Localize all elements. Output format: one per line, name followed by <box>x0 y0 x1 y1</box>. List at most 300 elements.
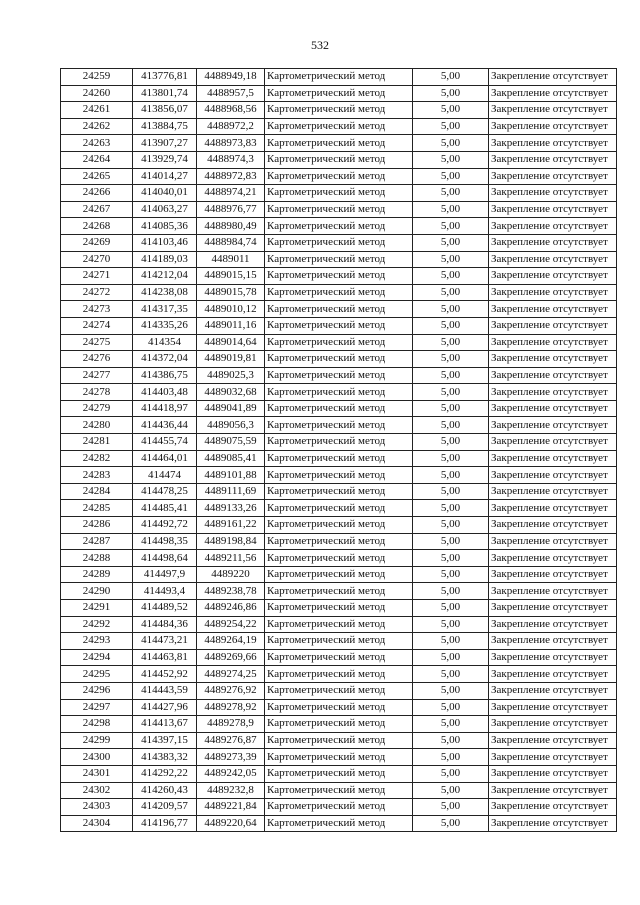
point-number-cell: 24291 <box>61 600 133 617</box>
table-row <box>61 317 617 334</box>
x-coordinate-cell: 414463,81 <box>133 649 197 666</box>
accuracy-cell: 5,00 <box>413 251 489 268</box>
table-row <box>61 367 617 384</box>
fixation-cell: Закрепление отсутствует <box>489 102 617 119</box>
y-coordinate-cell: 4489220 <box>197 566 265 583</box>
y-coordinate-cell: 4489015,15 <box>197 268 265 285</box>
method-cell: Картометрический метод <box>265 135 413 152</box>
table-row <box>61 517 617 534</box>
y-coordinate-cell: 4488972,2 <box>197 118 265 135</box>
method-cell: Картометрический метод <box>265 583 413 600</box>
accuracy-cell: 5,00 <box>413 699 489 716</box>
fixation-cell: Закрепление отсутствует <box>489 765 617 782</box>
method-cell: Картометрический метод <box>265 351 413 368</box>
table-row <box>61 69 617 86</box>
y-coordinate-cell: 4489269,66 <box>197 649 265 666</box>
y-coordinate-cell: 4488957,5 <box>197 85 265 102</box>
table-row <box>61 417 617 434</box>
y-coordinate-cell: 4489278,92 <box>197 699 265 716</box>
fixation-cell: Закрепление отсутствует <box>489 251 617 268</box>
fixation-cell: Закрепление отсутствует <box>489 85 617 102</box>
fixation-cell: Закрепление отсутствует <box>489 317 617 334</box>
point-number-cell: 24281 <box>61 434 133 451</box>
x-coordinate-cell: 414485,41 <box>133 500 197 517</box>
y-coordinate-cell: 4489221,84 <box>197 799 265 816</box>
x-coordinate-cell: 414427,96 <box>133 699 197 716</box>
fixation-cell: Закрепление отсутствует <box>489 517 617 534</box>
y-coordinate-cell: 4489274,25 <box>197 666 265 683</box>
accuracy-cell: 5,00 <box>413 716 489 733</box>
fixation-cell: Закрепление отсутствует <box>489 69 617 86</box>
method-cell: Картометрический метод <box>265 467 413 484</box>
accuracy-cell: 5,00 <box>413 102 489 119</box>
x-coordinate-cell: 414418,97 <box>133 400 197 417</box>
x-coordinate-cell: 414063,27 <box>133 201 197 218</box>
y-coordinate-cell: 4489010,12 <box>197 301 265 318</box>
point-number-cell: 24262 <box>61 118 133 135</box>
y-coordinate-cell: 4489133,26 <box>197 500 265 517</box>
method-cell: Картометрический метод <box>265 716 413 733</box>
point-number-cell: 24265 <box>61 168 133 185</box>
fixation-cell: Закрепление отсутствует <box>489 118 617 135</box>
table-row <box>61 384 617 401</box>
point-number-cell: 24296 <box>61 682 133 699</box>
point-number-cell: 24279 <box>61 400 133 417</box>
accuracy-cell: 5,00 <box>413 749 489 766</box>
fixation-cell: Закрепление отсутствует <box>489 367 617 384</box>
table-row <box>61 151 617 168</box>
method-cell: Картометрический метод <box>265 633 413 650</box>
table-row <box>61 815 617 832</box>
x-coordinate-cell: 414497,9 <box>133 566 197 583</box>
x-coordinate-cell: 414335,26 <box>133 317 197 334</box>
point-number-cell: 24260 <box>61 85 133 102</box>
fixation-cell: Закрепление отсутствует <box>489 284 617 301</box>
method-cell: Картометрический метод <box>265 234 413 251</box>
y-coordinate-cell: 4488949,18 <box>197 69 265 86</box>
fixation-cell: Закрепление отсутствует <box>489 135 617 152</box>
method-cell: Картометрический метод <box>265 118 413 135</box>
accuracy-cell: 5,00 <box>413 351 489 368</box>
method-cell: Картометрический метод <box>265 500 413 517</box>
x-coordinate-cell: 414292,22 <box>133 765 197 782</box>
fixation-cell: Закрепление отсутствует <box>489 815 617 832</box>
method-cell: Картометрический метод <box>265 185 413 202</box>
accuracy-cell: 5,00 <box>413 85 489 102</box>
fixation-cell: Закрепление отсутствует <box>489 600 617 617</box>
point-number-cell: 24282 <box>61 450 133 467</box>
method-cell: Картометрический метод <box>265 682 413 699</box>
method-cell: Картометрический метод <box>265 251 413 268</box>
x-coordinate-cell: 414443,59 <box>133 682 197 699</box>
method-cell: Картометрический метод <box>265 600 413 617</box>
point-number-cell: 24295 <box>61 666 133 683</box>
point-number-cell: 24268 <box>61 218 133 235</box>
point-number-cell: 24292 <box>61 616 133 633</box>
method-cell: Картометрический метод <box>265 334 413 351</box>
fixation-cell: Закрепление отсутствует <box>489 583 617 600</box>
table-row <box>61 782 617 799</box>
point-number-cell: 24278 <box>61 384 133 401</box>
y-coordinate-cell: 4489232,8 <box>197 782 265 799</box>
table-row <box>61 583 617 600</box>
accuracy-cell: 5,00 <box>413 417 489 434</box>
point-number-cell: 24289 <box>61 566 133 583</box>
accuracy-cell: 5,00 <box>413 135 489 152</box>
accuracy-cell: 5,00 <box>413 450 489 467</box>
fixation-cell: Закрепление отсутствует <box>489 616 617 633</box>
accuracy-cell: 5,00 <box>413 550 489 567</box>
x-coordinate-cell: 414474 <box>133 467 197 484</box>
method-cell: Картометрический метод <box>265 533 413 550</box>
point-number-cell: 24287 <box>61 533 133 550</box>
fixation-cell: Закрепление отсутствует <box>489 218 617 235</box>
method-cell: Картометрический метод <box>265 218 413 235</box>
table-row <box>61 550 617 567</box>
x-coordinate-cell: 414493,4 <box>133 583 197 600</box>
point-number-cell: 24290 <box>61 583 133 600</box>
method-cell: Картометрический метод <box>265 69 413 86</box>
point-number-cell: 24288 <box>61 550 133 567</box>
y-coordinate-cell: 4489019,81 <box>197 351 265 368</box>
y-coordinate-cell: 4488976,77 <box>197 201 265 218</box>
fixation-cell: Закрепление отсутствует <box>489 201 617 218</box>
x-coordinate-cell: 414489,52 <box>133 600 197 617</box>
table-row <box>61 450 617 467</box>
accuracy-cell: 5,00 <box>413 201 489 218</box>
x-coordinate-cell: 414498,35 <box>133 533 197 550</box>
x-coordinate-cell: 414014,27 <box>133 168 197 185</box>
table-row <box>61 666 617 683</box>
accuracy-cell: 5,00 <box>413 284 489 301</box>
y-coordinate-cell: 4489011,16 <box>197 317 265 334</box>
fixation-cell: Закрепление отсутствует <box>489 268 617 285</box>
x-coordinate-cell: 414492,72 <box>133 517 197 534</box>
fixation-cell: Закрепление отсутствует <box>489 699 617 716</box>
x-coordinate-cell: 414085,36 <box>133 218 197 235</box>
method-cell: Картометрический метод <box>265 417 413 434</box>
table-row <box>61 434 617 451</box>
y-coordinate-cell: 4488973,83 <box>197 135 265 152</box>
accuracy-cell: 5,00 <box>413 118 489 135</box>
accuracy-cell: 5,00 <box>413 633 489 650</box>
x-coordinate-cell: 414436,44 <box>133 417 197 434</box>
point-number-cell: 24283 <box>61 467 133 484</box>
table-row <box>61 351 617 368</box>
method-cell: Картометрический метод <box>265 732 413 749</box>
method-cell: Картометрический метод <box>265 550 413 567</box>
method-cell: Картометрический метод <box>265 201 413 218</box>
coordinates-table <box>60 68 617 832</box>
table-row <box>61 85 617 102</box>
x-coordinate-cell: 414040,01 <box>133 185 197 202</box>
accuracy-cell: 5,00 <box>413 799 489 816</box>
accuracy-cell: 5,00 <box>413 151 489 168</box>
table-row <box>61 334 617 351</box>
table-row <box>61 716 617 733</box>
method-cell: Картометрический метод <box>265 765 413 782</box>
accuracy-cell: 5,00 <box>413 583 489 600</box>
y-coordinate-cell: 4489276,92 <box>197 682 265 699</box>
accuracy-cell: 5,00 <box>413 218 489 235</box>
table-row <box>61 268 617 285</box>
x-coordinate-cell: 414413,67 <box>133 716 197 733</box>
x-coordinate-cell: 414209,57 <box>133 799 197 816</box>
x-coordinate-cell: 414498,64 <box>133 550 197 567</box>
table-row <box>61 600 617 617</box>
x-coordinate-cell: 414383,32 <box>133 749 197 766</box>
accuracy-cell: 5,00 <box>413 566 489 583</box>
point-number-cell: 24275 <box>61 334 133 351</box>
accuracy-cell: 5,00 <box>413 168 489 185</box>
x-coordinate-cell: 414403,48 <box>133 384 197 401</box>
point-number-cell: 24303 <box>61 799 133 816</box>
fixation-cell: Закрепление отсутствует <box>489 533 617 550</box>
method-cell: Картометрический метод <box>265 268 413 285</box>
y-coordinate-cell: 4489025,3 <box>197 367 265 384</box>
x-coordinate-cell: 414478,25 <box>133 483 197 500</box>
y-coordinate-cell: 4488974,3 <box>197 151 265 168</box>
table-row <box>61 682 617 699</box>
x-coordinate-cell: 414196,77 <box>133 815 197 832</box>
method-cell: Картометрический метод <box>265 616 413 633</box>
point-number-cell: 24297 <box>61 699 133 716</box>
x-coordinate-cell: 414473,21 <box>133 633 197 650</box>
method-cell: Картометрический метод <box>265 566 413 583</box>
table-row <box>61 699 617 716</box>
method-cell: Картометрический метод <box>265 400 413 417</box>
table-row <box>61 102 617 119</box>
y-coordinate-cell: 4489198,84 <box>197 533 265 550</box>
point-number-cell: 24273 <box>61 301 133 318</box>
point-number-cell: 24267 <box>61 201 133 218</box>
x-coordinate-cell: 414455,74 <box>133 434 197 451</box>
y-coordinate-cell: 4489278,9 <box>197 716 265 733</box>
method-cell: Картометрический метод <box>265 284 413 301</box>
accuracy-cell: 5,00 <box>413 268 489 285</box>
fixation-cell: Закрепление отсутствует <box>489 566 617 583</box>
y-coordinate-cell: 4489242,05 <box>197 765 265 782</box>
fixation-cell: Закрепление отсутствует <box>489 417 617 434</box>
y-coordinate-cell: 4489011 <box>197 251 265 268</box>
method-cell: Картометрический метод <box>265 517 413 534</box>
y-coordinate-cell: 4489161,22 <box>197 517 265 534</box>
fixation-cell: Закрепление отсутствует <box>489 301 617 318</box>
method-cell: Картометрический метод <box>265 317 413 334</box>
accuracy-cell: 5,00 <box>413 500 489 517</box>
fixation-cell: Закрепление отсутствует <box>489 434 617 451</box>
fixation-cell: Закрепление отсутствует <box>489 799 617 816</box>
fixation-cell: Закрепление отсутствует <box>489 633 617 650</box>
table-row <box>61 483 617 500</box>
x-coordinate-cell: 414260,43 <box>133 782 197 799</box>
point-number-cell: 24272 <box>61 284 133 301</box>
table-row <box>61 467 617 484</box>
accuracy-cell: 5,00 <box>413 682 489 699</box>
table-row <box>61 500 617 517</box>
table-row <box>61 649 617 666</box>
table-row <box>61 168 617 185</box>
x-coordinate-cell: 413856,07 <box>133 102 197 119</box>
x-coordinate-cell: 414238,08 <box>133 284 197 301</box>
table-row <box>61 732 617 749</box>
point-number-cell: 24286 <box>61 517 133 534</box>
accuracy-cell: 5,00 <box>413 483 489 500</box>
fixation-cell: Закрепление отсутствует <box>489 666 617 683</box>
method-cell: Картометрический метод <box>265 151 413 168</box>
accuracy-cell: 5,00 <box>413 533 489 550</box>
fixation-cell: Закрепление отсутствует <box>489 351 617 368</box>
method-cell: Картометрический метод <box>265 168 413 185</box>
point-number-cell: 24304 <box>61 815 133 832</box>
x-coordinate-cell: 413907,27 <box>133 135 197 152</box>
accuracy-cell: 5,00 <box>413 367 489 384</box>
y-coordinate-cell: 4488974,21 <box>197 185 265 202</box>
fixation-cell: Закрепление отсутствует <box>489 467 617 484</box>
fixation-cell: Закрепление отсутствует <box>489 716 617 733</box>
x-coordinate-cell: 414386,75 <box>133 367 197 384</box>
table-row <box>61 118 617 135</box>
table-row <box>61 566 617 583</box>
method-cell: Картометрический метод <box>265 699 413 716</box>
y-coordinate-cell: 4488980,49 <box>197 218 265 235</box>
accuracy-cell: 5,00 <box>413 616 489 633</box>
table-row <box>61 400 617 417</box>
accuracy-cell: 5,00 <box>413 334 489 351</box>
fixation-cell: Закрепление отсутствует <box>489 500 617 517</box>
y-coordinate-cell: 4489276,87 <box>197 732 265 749</box>
accuracy-cell: 5,00 <box>413 517 489 534</box>
y-coordinate-cell: 4489085,41 <box>197 450 265 467</box>
x-coordinate-cell: 413776,81 <box>133 69 197 86</box>
accuracy-cell: 5,00 <box>413 815 489 832</box>
x-coordinate-cell: 413801,74 <box>133 85 197 102</box>
x-coordinate-cell: 414354 <box>133 334 197 351</box>
point-number-cell: 24294 <box>61 649 133 666</box>
accuracy-cell: 5,00 <box>413 666 489 683</box>
x-coordinate-cell: 414212,04 <box>133 268 197 285</box>
x-coordinate-cell: 414317,35 <box>133 301 197 318</box>
point-number-cell: 24264 <box>61 151 133 168</box>
y-coordinate-cell: 4489101,88 <box>197 467 265 484</box>
table-row <box>61 234 617 251</box>
point-number-cell: 24274 <box>61 317 133 334</box>
x-coordinate-cell: 414189,03 <box>133 251 197 268</box>
y-coordinate-cell: 4489014,64 <box>197 334 265 351</box>
x-coordinate-cell: 413929,74 <box>133 151 197 168</box>
y-coordinate-cell: 4489056,3 <box>197 417 265 434</box>
x-coordinate-cell: 414484,36 <box>133 616 197 633</box>
y-coordinate-cell: 4488968,56 <box>197 102 265 119</box>
point-number-cell: 24285 <box>61 500 133 517</box>
point-number-cell: 24276 <box>61 351 133 368</box>
method-cell: Картометрический метод <box>265 434 413 451</box>
x-coordinate-cell: 414103,46 <box>133 234 197 251</box>
accuracy-cell: 5,00 <box>413 765 489 782</box>
point-number-cell: 24280 <box>61 417 133 434</box>
accuracy-cell: 5,00 <box>413 234 489 251</box>
point-number-cell: 24269 <box>61 234 133 251</box>
fixation-cell: Закрепление отсутствует <box>489 450 617 467</box>
table-row <box>61 749 617 766</box>
table-row <box>61 633 617 650</box>
y-coordinate-cell: 4489032,68 <box>197 384 265 401</box>
fixation-cell: Закрепление отсутствует <box>489 483 617 500</box>
point-number-cell: 24302 <box>61 782 133 799</box>
fixation-cell: Закрепление отсутствует <box>489 334 617 351</box>
x-coordinate-cell: 414372,04 <box>133 351 197 368</box>
fixation-cell: Закрепление отсутствует <box>489 400 617 417</box>
accuracy-cell: 5,00 <box>413 782 489 799</box>
table-row <box>61 201 617 218</box>
method-cell: Картометрический метод <box>265 749 413 766</box>
fixation-cell: Закрепление отсутствует <box>489 649 617 666</box>
point-number-cell: 24298 <box>61 716 133 733</box>
fixation-cell: Закрепление отсутствует <box>489 185 617 202</box>
point-number-cell: 24301 <box>61 765 133 782</box>
method-cell: Картометрический метод <box>265 85 413 102</box>
fixation-cell: Закрепление отсутствует <box>489 168 617 185</box>
fixation-cell: Закрепление отсутствует <box>489 782 617 799</box>
point-number-cell: 24263 <box>61 135 133 152</box>
accuracy-cell: 5,00 <box>413 317 489 334</box>
table-row <box>61 765 617 782</box>
y-coordinate-cell: 4488972,83 <box>197 168 265 185</box>
y-coordinate-cell: 4488984,74 <box>197 234 265 251</box>
fixation-cell: Закрепление отсутствует <box>489 682 617 699</box>
accuracy-cell: 5,00 <box>413 732 489 749</box>
y-coordinate-cell: 4489254,22 <box>197 616 265 633</box>
y-coordinate-cell: 4489273,39 <box>197 749 265 766</box>
point-number-cell: 24299 <box>61 732 133 749</box>
coordinates-table-body <box>61 69 617 832</box>
accuracy-cell: 5,00 <box>413 69 489 86</box>
fixation-cell: Закрепление отсутствует <box>489 384 617 401</box>
accuracy-cell: 5,00 <box>413 467 489 484</box>
table-row <box>61 251 617 268</box>
accuracy-cell: 5,00 <box>413 434 489 451</box>
method-cell: Картометрический метод <box>265 102 413 119</box>
y-coordinate-cell: 4489015,78 <box>197 284 265 301</box>
method-cell: Картометрический метод <box>265 799 413 816</box>
point-number-cell: 24266 <box>61 185 133 202</box>
y-coordinate-cell: 4489041,89 <box>197 400 265 417</box>
point-number-cell: 24293 <box>61 633 133 650</box>
table-row <box>61 185 617 202</box>
point-number-cell: 24277 <box>61 367 133 384</box>
accuracy-cell: 5,00 <box>413 301 489 318</box>
table-row <box>61 284 617 301</box>
fixation-cell: Закрепление отсутствует <box>489 550 617 567</box>
point-number-cell: 24270 <box>61 251 133 268</box>
table-row <box>61 301 617 318</box>
x-coordinate-cell: 413884,75 <box>133 118 197 135</box>
point-number-cell: 24300 <box>61 749 133 766</box>
point-number-cell: 24259 <box>61 69 133 86</box>
y-coordinate-cell: 4489075,59 <box>197 434 265 451</box>
method-cell: Картометрический метод <box>265 450 413 467</box>
x-coordinate-cell: 414397,15 <box>133 732 197 749</box>
method-cell: Картометрический метод <box>265 782 413 799</box>
accuracy-cell: 5,00 <box>413 384 489 401</box>
method-cell: Картометрический метод <box>265 649 413 666</box>
y-coordinate-cell: 4489111,69 <box>197 483 265 500</box>
fixation-cell: Закрепление отсутствует <box>489 234 617 251</box>
accuracy-cell: 5,00 <box>413 600 489 617</box>
y-coordinate-cell: 4489246,86 <box>197 600 265 617</box>
method-cell: Картометрический метод <box>265 384 413 401</box>
y-coordinate-cell: 4489220,64 <box>197 815 265 832</box>
